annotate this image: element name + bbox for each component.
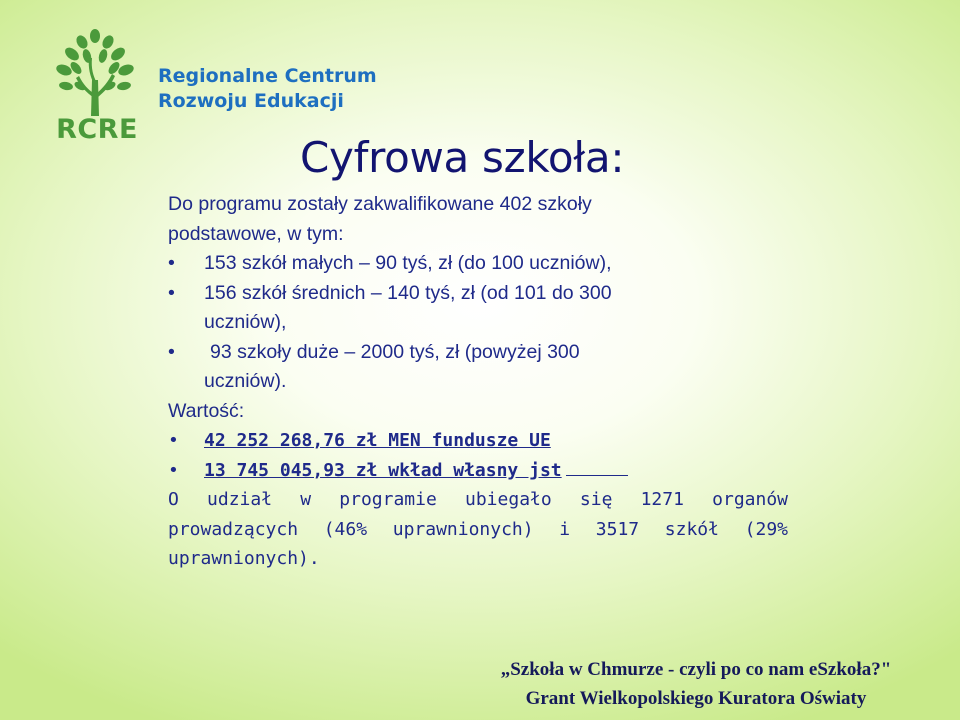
participation-line-1: O udział w programie ubiegało się 1271 organów xyxy=(168,489,788,510)
list-item-small-schools: • 153 szkół małych – 90 tyś, zł (do 100 uczniów), xyxy=(168,249,788,279)
list-item-medium-schools-cont: uczniów), xyxy=(204,311,287,333)
underline-tail xyxy=(566,457,628,476)
value-amount-men-eu: 42 252 268,76 zł MEN fundusze UE xyxy=(204,430,551,451)
slide-content xyxy=(168,190,788,574)
slide-title: Cyfrowa szkoła: xyxy=(300,133,625,182)
footer-line-1: „Szkoła w Chmurze - czyli po co nam eSzkoła?" xyxy=(500,659,892,680)
list-item-large-schools-cont: uczniów). xyxy=(204,370,287,392)
list-item-large-schools: • 93 szkoły duże – 2000 tyś, zł (powyżej 300 xyxy=(168,338,788,368)
value-item-own-contribution xyxy=(168,456,788,486)
list-item-medium-schools: • 156 szkół średnich – 140 tyś, zł (od 101 do 300 xyxy=(168,279,788,309)
value-item-men-eu xyxy=(168,426,788,456)
slide-footer xyxy=(466,655,926,713)
rcre-logo xyxy=(50,28,140,143)
value-amount-own-contribution: 13 745 045,93 zł wkład własny jst xyxy=(204,459,562,481)
footer-line-2: Grant Wielkopolskiego Kuratora Oświaty xyxy=(525,688,867,709)
tree-icon xyxy=(50,28,140,120)
intro-line-1: Do programu zostały zakwalifikowane 402 szkoły xyxy=(168,193,592,215)
participation-line-3: uprawnionych). xyxy=(168,548,320,569)
logo-abbreviation: RCRE xyxy=(56,114,138,145)
value-label: Wartość: xyxy=(168,399,245,422)
org-name-line-2: Rozwoju Edukacji xyxy=(158,90,344,112)
participation-line-2: prowadzących (46% uprawnionych) i 3517 szkół (29% xyxy=(168,518,788,540)
organization-name xyxy=(158,64,377,114)
intro-line-2: podstawowe, w tym: xyxy=(168,222,344,245)
org-name-line-1: Regionalne Centrum xyxy=(158,65,377,87)
